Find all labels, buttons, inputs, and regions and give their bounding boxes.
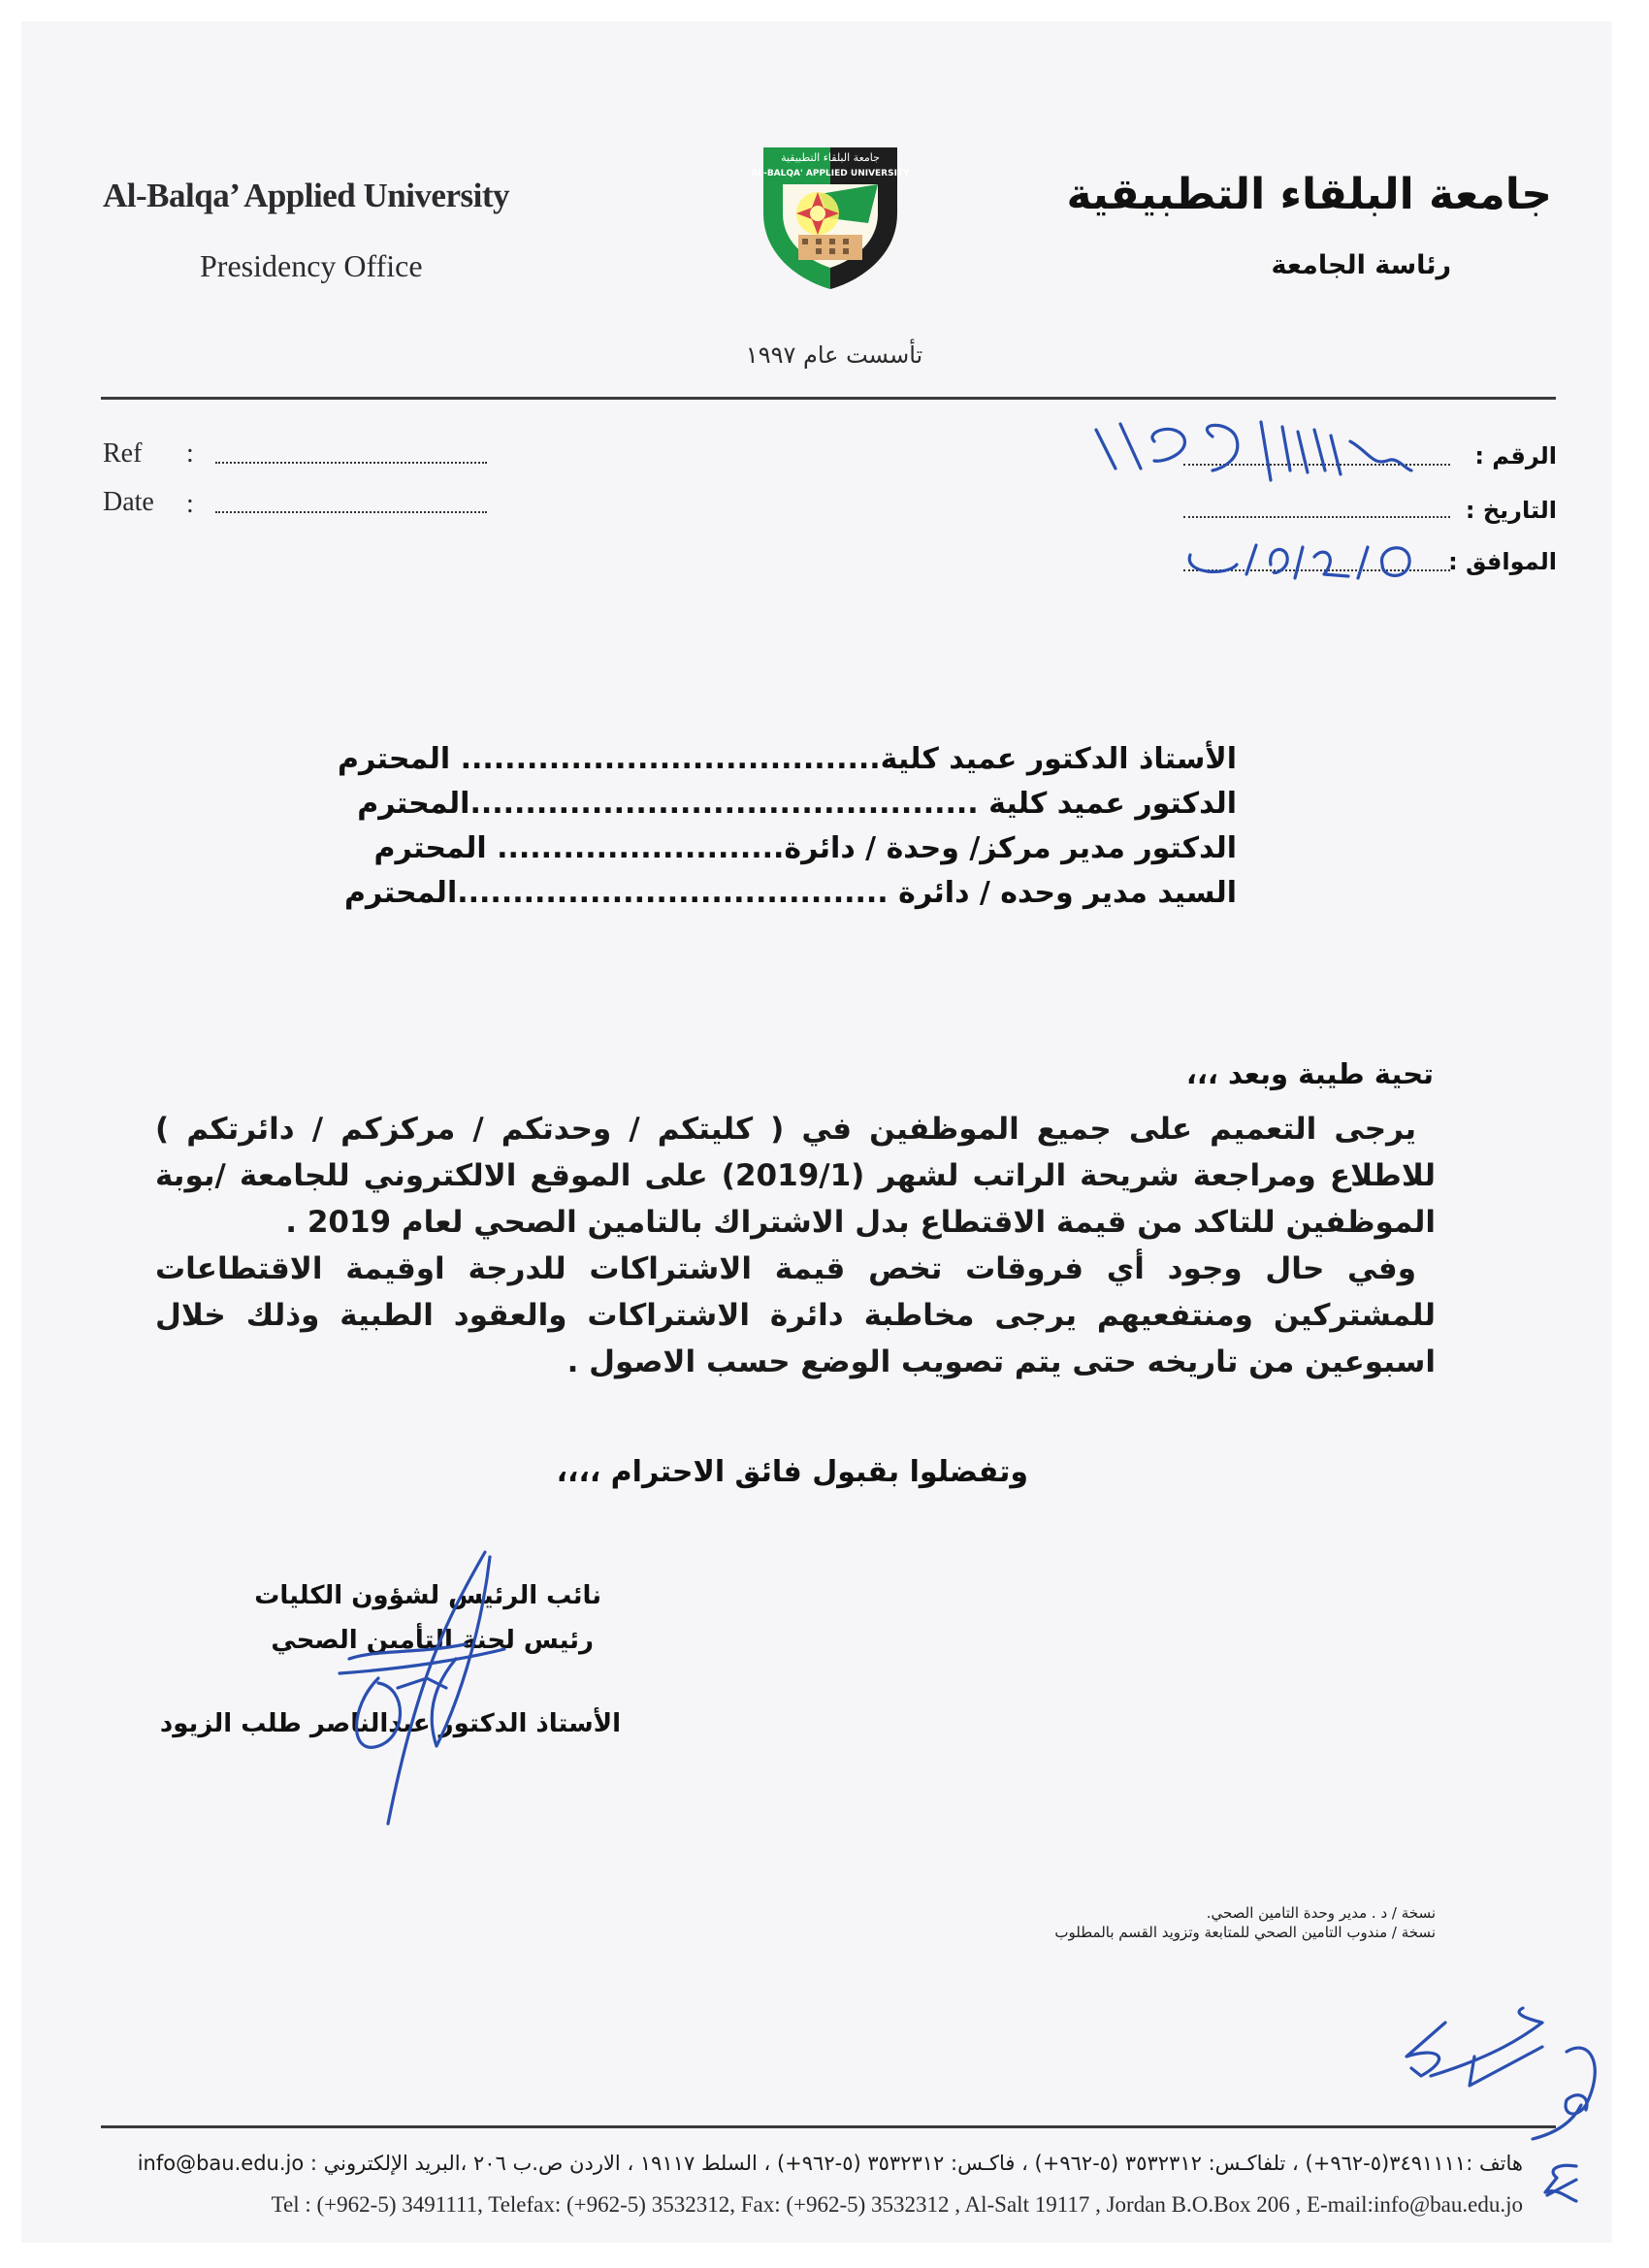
recipient-line xyxy=(364,826,1237,871)
english-office-name: Presidency Office xyxy=(200,248,423,283)
ref-colon: : xyxy=(186,438,194,469)
handwritten-mark xyxy=(1537,2158,1586,2207)
signatory-title-1: نائب الرئيس لشؤون الكليات xyxy=(254,1581,601,1610)
arabic-university-name: جامعة البلقاء التطبيقية xyxy=(1066,170,1552,219)
recipient-honorific: المحترم xyxy=(373,831,498,865)
handwritten-initials xyxy=(1377,1998,1610,2163)
recipient-title: الأستاذ الدكتور عميد كلية xyxy=(880,742,1237,776)
logo-english-text: AL-BALQA' APPLIED UNIVERSITY xyxy=(751,169,910,178)
ref-label: Ref xyxy=(103,438,143,469)
arabic-office-name: رئاسة الجامعة xyxy=(1271,250,1451,280)
recipient-line xyxy=(357,782,1237,826)
arabic-date-label: التاريخ : xyxy=(1465,497,1557,524)
copies-block xyxy=(1054,1903,1436,1942)
letter-body xyxy=(155,1106,1436,1385)
header-divider xyxy=(101,397,1556,400)
recipient-dots: ....................................... xyxy=(457,876,889,910)
arabic-number-label: الرقم : xyxy=(1474,442,1557,470)
footer-arabic-contact: هاتف :٣٤٩١١١١(٥-٩٦٢+) ، تلفاكـس: ٣٥٣٢٣١٢ (٥-٩٦٢+) ، فاكـس: ٣٥٣٢٣١٢ (٥-٩٦٢+) ، السلط ١٩١١٧ ، الاردن ص.ب ٢٠٦ ،البريد الإلكتروني : info@bau.edu.jo xyxy=(137,2152,1523,2175)
signatory-title-2: رئيس لجنة التأمين الصحي xyxy=(271,1626,594,1655)
recipient-title: السيد مدير وحده / دائرة xyxy=(888,876,1237,910)
arabic-corresponding-label: الموافق : xyxy=(1448,548,1557,575)
date-label: Date xyxy=(103,487,154,517)
logo-arabic-text: جامعة البلقاء التطبيقية xyxy=(781,151,880,164)
copy-line: نسخة / د . مدير وحدة التامين الصحي. xyxy=(1206,1904,1436,1922)
body-paragraph-1: يرجى التعميم على جميع الموظفين في ( كليتكم / وحدتكم / مركزكم / دائرتكم ) للاطلاع ومراجعة شريحة الراتب لشهر (2019/1) على الموقع الالكتروني للجامعة /بوبة الموظفين للتاكد من قيمة الاقتطاع بدل الاشتراك بالتامين الصحي لعام 2019 . xyxy=(155,1112,1436,1240)
greeting: تحية طيبة وبعد ،،، xyxy=(1185,1057,1434,1090)
recipients-block xyxy=(337,737,1237,916)
date-field[interactable] xyxy=(215,511,487,513)
date-colon: : xyxy=(186,489,194,519)
recipient-honorific: المحترم xyxy=(337,742,461,776)
recipient-honorific: المحترم xyxy=(357,787,470,821)
recipient-title: الدكتور مدير مركز/ وحدة / دائرة xyxy=(784,831,1237,865)
closing-line: وتفضلوا بقبول فائق الاحترام ،،،، xyxy=(556,1455,1028,1489)
ref-field[interactable] xyxy=(215,462,487,464)
recipient-title: الدكتور عميد كلية xyxy=(978,787,1237,821)
english-university-name: Al-Balqa’ Applied University xyxy=(103,177,510,214)
copy-line: نسخة / مندوب التامين الصحي للمتابعة وتزويد القسم بالمطلوب xyxy=(1054,1924,1436,1941)
handwritten-ref-number xyxy=(1077,412,1484,500)
handwritten-corresponding-date xyxy=(1179,535,1470,584)
body-paragraph-2: وفي حال وجود أي فروقات تخص قيمة الاشتراكات للدرجة اوقيمة الاقتطاعات للمشتركين ومنتفعيهم يرجى مخاطبة دائرة الاشتراكات والعقود الطبية وذلك خلال اسبوعين من تاريخه حتى يتم تصويب الوضع حسب الاصول . xyxy=(155,1251,1436,1379)
recipient-dots: .............................................. xyxy=(469,787,979,821)
recipient-honorific: المحترم xyxy=(344,876,458,910)
recipient-dots: ...................................... xyxy=(460,742,881,776)
footer-divider xyxy=(101,2125,1556,2128)
university-logo xyxy=(751,146,910,291)
recipient-line xyxy=(337,737,1237,782)
recipient-line xyxy=(344,871,1237,916)
arabic-date-field[interactable] xyxy=(1183,516,1450,518)
handwritten-signature xyxy=(310,1542,553,1833)
founded-year: تأسست عام ١٩٩٧ xyxy=(745,341,923,369)
footer-english-contact: Tel : (+962-5) 3491111, Telefax: (+962-5) 3532312, Fax: (+962-5) 3532312 , Al-Salt 19117 , Jordan B.O.Box 206 , E-mail:info@bau.edu.jo xyxy=(271,2192,1523,2217)
recipient-dots: .......................... xyxy=(497,831,785,865)
signatory-name: الأستاذ الدكتور عبدالناصر طلب الزيود xyxy=(159,1709,621,1738)
